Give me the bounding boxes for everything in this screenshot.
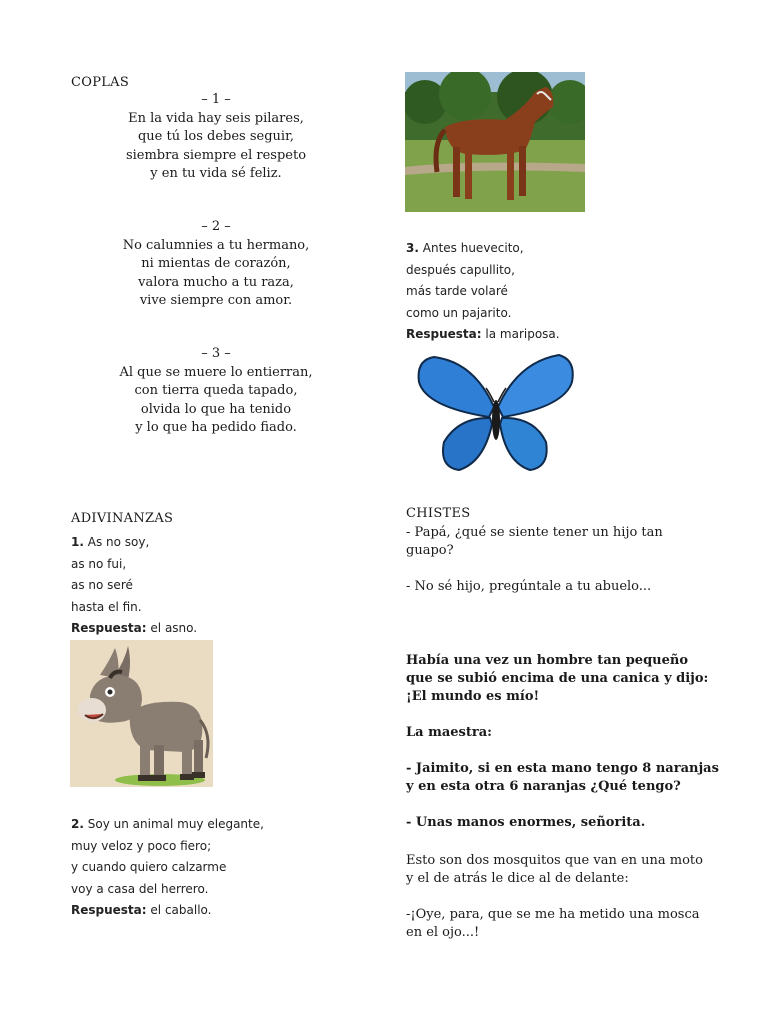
joke-1 bbox=[406, 524, 736, 596]
riddle-3 bbox=[406, 238, 560, 346]
joke-line: Había una vez un hombre tan pequeño bbox=[406, 653, 689, 668]
answer-label: Respuesta: bbox=[406, 327, 482, 342]
verse-line: y lo que ha pedido fiado. bbox=[135, 419, 297, 435]
verse-line: No calumnies a tu hermano, bbox=[122, 238, 310, 253]
copla-1 bbox=[71, 110, 361, 183]
joke-line: - Jaimito, si en esta mano tengo 8 naranjas bbox=[406, 761, 719, 776]
joke-line: que se subió encima de una canica y dijo: bbox=[406, 671, 709, 686]
copla-2 bbox=[71, 237, 361, 310]
joke-4 bbox=[406, 852, 746, 942]
verse-line: vive siempre con amor. bbox=[139, 292, 293, 308]
verse-line: y en tu vida sé feliz. bbox=[150, 165, 282, 181]
joke-line: y el de atrás le dice al de delante: bbox=[406, 871, 629, 886]
joke-line: Esto son dos mosquitos que van en una moto bbox=[406, 853, 703, 868]
verse-line: En la vida hay seis pilares, bbox=[128, 111, 304, 126]
joke-line: - No sé hijo, pregúntale a tu abuelo... bbox=[406, 579, 652, 594]
riddle-line: as no seré bbox=[71, 578, 133, 593]
riddle-line: as no fui, bbox=[71, 556, 127, 571]
riddle-line: As no soy, bbox=[87, 535, 150, 549]
riddle-line: muy veloz y poco fiero; bbox=[71, 838, 212, 853]
joke-line: - Unas manos enormes, señorita. bbox=[406, 815, 646, 830]
horse-photo bbox=[405, 72, 585, 212]
riddle-line: Soy un animal muy elegante, bbox=[87, 817, 264, 831]
riddle-number: 2. bbox=[71, 817, 84, 831]
answer-label: Respuesta: bbox=[71, 903, 147, 918]
joke-line: guapo? bbox=[406, 543, 454, 558]
riddle-2 bbox=[71, 814, 264, 922]
verse-line: ni mientas de corazón, bbox=[141, 256, 291, 272]
spacer bbox=[406, 560, 736, 578]
butterfly-photo bbox=[414, 352, 576, 477]
verse-line: valora mucho a tu raza, bbox=[138, 274, 294, 290]
joke-line: - Papá, ¿qué se siente tener un hijo tan bbox=[406, 525, 663, 540]
copla-3 bbox=[71, 364, 361, 437]
joke-2 bbox=[406, 652, 746, 706]
riddle-1 bbox=[71, 532, 197, 640]
answer-text: el asno. bbox=[150, 621, 198, 636]
joke-line: en el ojo...! bbox=[406, 925, 480, 940]
verse-line: que tú los debes seguir, bbox=[137, 129, 294, 145]
joke-line: y en esta otra 6 naranjas ¿Qué tengo? bbox=[406, 779, 681, 794]
riddle-number: 1. bbox=[71, 535, 84, 549]
riddle-line: después capullito, bbox=[406, 262, 515, 277]
joke-line: ¡El mundo es mío! bbox=[406, 689, 540, 704]
copla-3-number: – 3 – bbox=[201, 346, 231, 361]
riddle-number: 3. bbox=[406, 241, 419, 255]
joke-title: La maestra: bbox=[406, 725, 492, 740]
riddle-line: más tarde volaré bbox=[406, 284, 508, 299]
riddle-line: como un pajarito. bbox=[406, 305, 512, 320]
verse-line: Al que se muere lo entierran, bbox=[119, 365, 313, 380]
copla-1-number: – 1 – bbox=[201, 92, 231, 107]
verse-line: con tierra queda tapado, bbox=[134, 383, 298, 399]
coplas-title: COPLAS bbox=[71, 75, 130, 90]
spacer bbox=[406, 888, 746, 906]
joke-3 bbox=[406, 724, 746, 832]
riddle-line: hasta el fin. bbox=[71, 599, 142, 614]
donkey-illustration bbox=[70, 640, 213, 787]
copla-2-number: – 2 – bbox=[201, 219, 231, 234]
joke-line: -¡Oye, para, que se me ha metido una mosca bbox=[406, 907, 700, 922]
answer-text: el caballo. bbox=[150, 903, 212, 918]
riddle-line: Antes huevecito, bbox=[422, 241, 524, 255]
riddle-line: voy a casa del herrero. bbox=[71, 881, 209, 896]
verse-line: siembra siempre el respeto bbox=[125, 147, 307, 163]
answer-label: Respuesta: bbox=[71, 621, 147, 636]
verse-line: olvida lo que ha tenido bbox=[140, 401, 292, 417]
chistes-title: CHISTES bbox=[406, 506, 471, 521]
adivinanzas-title: ADIVINANZAS bbox=[71, 511, 174, 526]
answer-text: la mariposa. bbox=[485, 327, 560, 342]
riddle-line: y cuando quiero calzarme bbox=[71, 860, 227, 875]
